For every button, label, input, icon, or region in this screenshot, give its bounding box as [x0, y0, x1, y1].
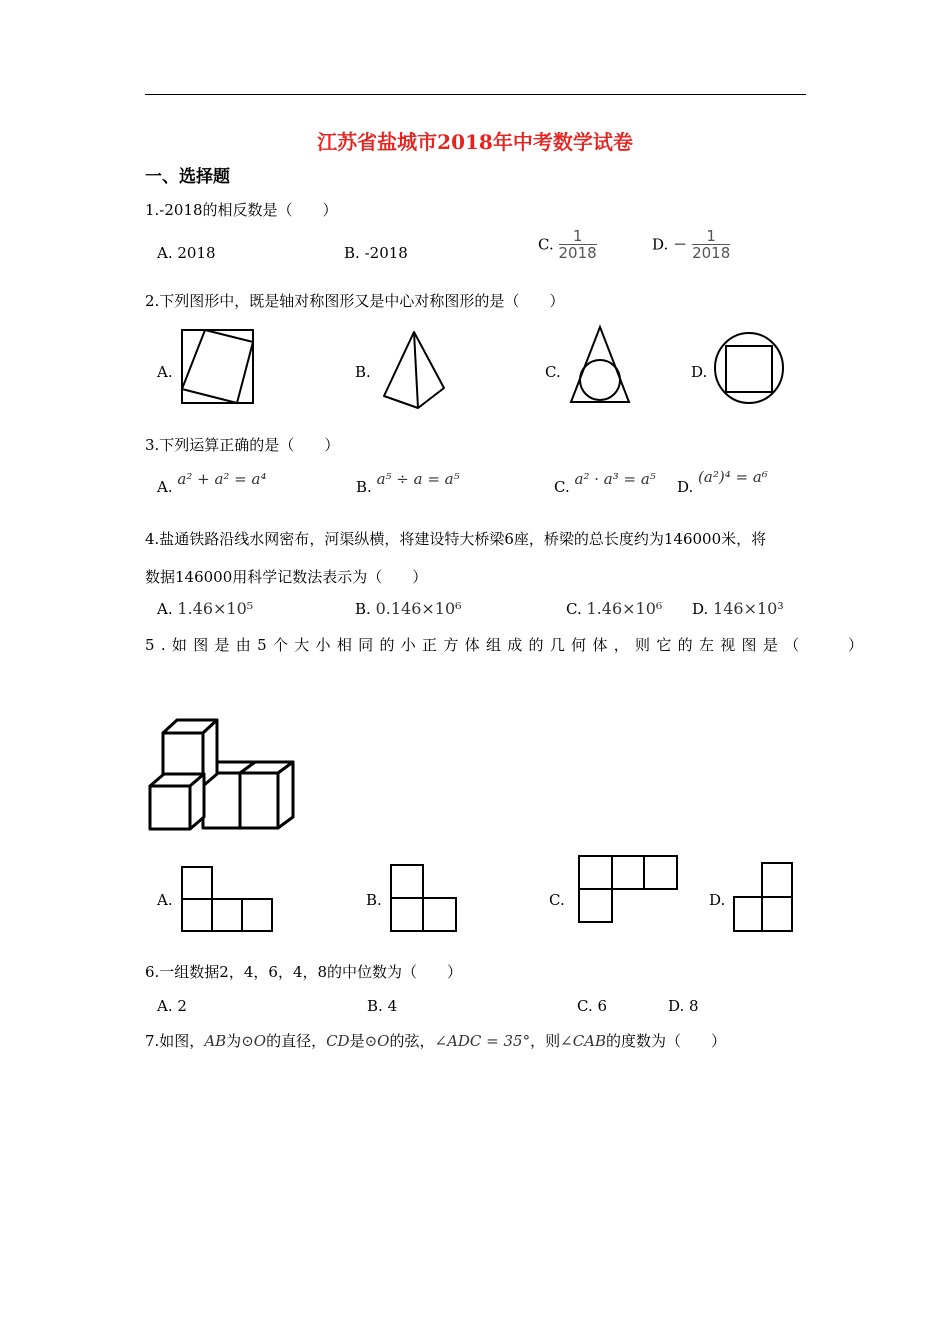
option-math: 1.46×10⁵ [177, 599, 254, 618]
q2-figure-b [382, 330, 447, 410]
q2-figure-d [713, 331, 785, 406]
option-label: D. [677, 478, 694, 496]
q7-math-circle-o: ⊙O [241, 1032, 267, 1050]
question-2-stem: 2.下列图形中，既是轴对称图形又是中心对称图形的是（ ） [145, 292, 565, 310]
q3-option-b [356, 470, 460, 496]
q2-option-d-label: D. [691, 363, 708, 381]
q5-view-d [732, 861, 794, 933]
fraction [692, 228, 730, 261]
option-label: D. [652, 235, 669, 254]
q5-view-a [180, 865, 274, 933]
q5-option-c-label: C. [549, 891, 565, 909]
q7-text: 为 [226, 1032, 242, 1050]
option-math: a⁵ ÷ a = a⁵ [376, 470, 460, 488]
fraction-numerator: 1 [559, 228, 597, 245]
question-4-stem-line-1: 4.盐通铁路沿线水网密布，河渠纵横，将建设特大桥梁6座，桥梁的总长度约为146000米，将 [145, 530, 767, 548]
q7-text: 是 [349, 1032, 365, 1050]
option-label: B. [344, 244, 360, 262]
q4-option-c [566, 599, 662, 618]
q3-option-c [554, 470, 656, 496]
q5-option-b-label: B. [366, 891, 382, 909]
q5-option-a-label: A. [157, 891, 173, 909]
question-5-stem: 5.如图是由5个大小相同的小正方体组成的几何体，则它的左视图是（ ） [145, 636, 870, 654]
q1-option-d [652, 228, 730, 261]
q4-option-b [355, 599, 462, 618]
option-label: A. [157, 478, 173, 496]
option-text: 6 [597, 997, 608, 1015]
option-label: A. [157, 244, 173, 262]
option-label: B. [367, 997, 383, 1015]
option-text: 4 [387, 997, 398, 1015]
q3-option-a [157, 470, 267, 496]
option-label: A. [157, 600, 173, 618]
option-label: B. [356, 478, 372, 496]
q7-text: 的弦， [389, 1032, 435, 1050]
q7-text: 的直径， [266, 1032, 327, 1050]
q6-option-d [668, 997, 699, 1015]
option-text: 8 [689, 997, 699, 1015]
q7-text: 7.如图， [145, 1032, 205, 1050]
q2-option-b-label: B. [355, 363, 371, 381]
option-label: D. [692, 600, 709, 618]
option-label: C. [554, 478, 570, 496]
minus-sign: − [673, 234, 688, 255]
option-math: 0.146×10⁶ [375, 599, 462, 618]
option-math: 146×10³ [713, 599, 784, 618]
q3-option-d [677, 468, 768, 496]
q4-option-a [157, 599, 253, 618]
q6-option-a [157, 997, 187, 1015]
q2-figure-c [569, 325, 631, 405]
q4-option-d [692, 599, 784, 618]
page-title: 江苏省盐城市2018年中考数学试卷 [317, 130, 633, 154]
q6-option-c [577, 997, 607, 1015]
option-text: 2 [177, 997, 187, 1015]
question-6-stem: 6.一组数据2，4，6，4，8的中位数为（ ） [145, 963, 463, 981]
q7-math-angle-adc: ∠ADC = 35° [434, 1032, 531, 1050]
q7-text: ，则 [530, 1032, 561, 1050]
question-1-stem: 1.-2018的相反数是（ ） [145, 201, 338, 219]
option-text: 2018 [177, 244, 216, 262]
q5-solid-figure [148, 718, 296, 832]
option-math: a² + a² = a⁴ [177, 470, 267, 488]
q7-math-circle-o: ⊙O [364, 1032, 390, 1050]
option-label: D. [668, 997, 685, 1015]
q1-option-a [157, 244, 216, 262]
option-label: B. [355, 600, 371, 618]
option-label: C. [566, 600, 582, 618]
q7-text: 的度数为（ ） [606, 1032, 727, 1050]
option-label: A. [157, 997, 173, 1015]
question-7-stem [145, 1030, 726, 1051]
q5-view-b [389, 863, 459, 933]
q2-option-a-label: A. [157, 363, 173, 381]
top-rule [145, 94, 806, 95]
option-label: C. [577, 997, 593, 1015]
q2-figure-a [180, 328, 255, 405]
fraction-denominator: 2018 [558, 244, 597, 262]
option-math: 1.46×10⁶ [586, 599, 663, 618]
fraction-numerator: 1 [692, 228, 730, 245]
q5-view-c [577, 854, 679, 924]
option-math: (a²)⁴ = a⁶ [698, 468, 768, 486]
q2-option-c-label: C. [545, 363, 561, 381]
question-3-stem: 3.下列运算正确的是（ ） [145, 436, 340, 454]
q5-option-d-label: D. [709, 891, 726, 909]
fraction-denominator: 2018 [692, 244, 731, 262]
q1-option-b [344, 244, 408, 262]
q6-option-b [367, 997, 397, 1015]
q1-option-c [538, 228, 597, 261]
q7-math-angle-cab: ∠CAB [560, 1032, 607, 1050]
option-text: -2018 [364, 244, 408, 262]
option-math: a² · a³ = a⁵ [574, 470, 656, 488]
q7-math-ab: AB [204, 1032, 227, 1050]
q7-math-cd: CD [326, 1032, 350, 1050]
option-label: C. [538, 235, 554, 254]
fraction [559, 228, 597, 261]
section-heading: 一、选择题 [145, 167, 230, 187]
question-4-stem-line-2: 数据146000用科学记数法表示为（ ） [145, 568, 428, 586]
